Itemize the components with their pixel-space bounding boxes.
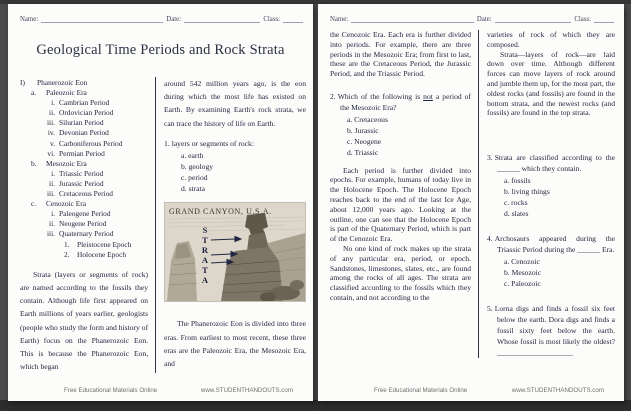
question-2-text: Which of the following is: [337, 91, 424, 101]
page2-left-column: [330, 30, 478, 358]
answer-option: a. Cretaceous: [347, 114, 388, 124]
page2-footer: [318, 387, 624, 394]
outline-item-marker: a.: [31, 88, 37, 98]
outline-item-label: Carboniferous Period: [59, 138, 123, 148]
outline-item: [20, 118, 148, 128]
outline-item: [20, 169, 148, 179]
answer-option: d. strata: [181, 183, 206, 193]
outline-item: [20, 78, 148, 88]
class-label: Class:: [574, 16, 591, 23]
outline-item: [20, 179, 148, 189]
question-5-number: 5.: [487, 303, 493, 313]
outline-item: [20, 229, 148, 239]
illustration-caption: GRAND CANYON, U.S.A.: [169, 207, 272, 217]
outline-item-marker: c.: [31, 199, 37, 209]
question-5: [487, 303, 615, 358]
name-blank-line: [351, 15, 474, 23]
outline-item-label: Holocene Epoch: [77, 249, 127, 259]
outline-item-label: Ordovician Period: [59, 108, 114, 118]
footer-tagline: Free Educational Materials Online: [64, 387, 158, 394]
outline-item-label: Cambrian Period: [59, 98, 110, 108]
answer-option: b. geology: [181, 161, 214, 171]
strata-label-letter: T: [202, 265, 208, 276]
outline-item: [20, 139, 148, 149]
name-label: Name:: [330, 16, 349, 23]
passage-continuation-paragraph: varieties of rock of which they are composed.: [487, 30, 615, 49]
outline-item-label: Quaternary Period: [59, 229, 114, 239]
outline-item: [20, 159, 148, 169]
name-date-class-header: [20, 15, 303, 23]
question-1-text: layers or segments of rock:: [171, 138, 254, 148]
question-3: [487, 152, 615, 174]
question-5-text: Lorna digs and finds a fossil six feet below the earth. Dora digs and finds a fossil sixty feet below the earth. Whose fossil is most likely the oldest? ____________________: [494, 303, 615, 357]
outline-item-marker: i.: [51, 98, 55, 108]
outline-item: [20, 88, 148, 98]
outline-item-label: Phanerozoic Eon: [37, 78, 88, 87]
strata-label-letter: A: [201, 275, 209, 286]
class-label: Class:: [263, 16, 280, 23]
outline-item-label: Devonian Period: [59, 128, 109, 138]
answer-option: a. earth: [181, 150, 204, 160]
outline-item-marker: v.: [49, 138, 55, 148]
outline-item-marker: b.: [31, 158, 37, 168]
page1-right-column: [156, 77, 306, 373]
outline-item-marker: vi.: [47, 148, 55, 158]
answer-option: b. Jurassic: [347, 125, 379, 135]
grand-canyon-illustration: [164, 202, 306, 307]
footer-tagline: Free Educational Materials Online: [374, 387, 468, 394]
outline-item-marker: I): [20, 78, 25, 87]
strata-label-letter: R: [201, 245, 209, 256]
page1-footer: [8, 387, 313, 394]
name-date-class-header: [330, 15, 614, 23]
answer-option: d. Triassic: [347, 147, 379, 157]
date-label: Date:: [476, 16, 492, 23]
outline-item-label: Jurassic Period: [59, 178, 104, 188]
question-2: [330, 91, 471, 113]
answer-option: c. Neogene: [347, 136, 382, 146]
outline-item-label: Triassic Period: [59, 168, 104, 178]
question-4-options: [487, 257, 615, 290]
strata-label-letter: S: [202, 225, 208, 236]
outline-item-label: Cenozoic Era: [46, 199, 87, 209]
outline-item: [20, 240, 148, 250]
footer-website: www.STUDENTHANDOUTS.com: [511, 387, 604, 394]
page2-columns: [318, 30, 624, 358]
passage-continuation-paragraph: around 542 million years ago, is the eon during which the most life has existed on Earth. By examining Earth's rock strata, we can trace the history of life on Earth.: [164, 79, 306, 128]
question-1-number: 1.: [164, 138, 170, 148]
outline-item-marker: 1.: [64, 239, 70, 249]
worksheet-title: Geological Time Periods and Rock Strata: [36, 42, 285, 58]
name-blank-line: [41, 15, 163, 23]
outline-item-label: Mesozoic Era: [46, 158, 87, 168]
outline-item: [20, 189, 148, 199]
outline-item-marker: ii.: [49, 178, 55, 188]
outline-item: [20, 149, 148, 159]
outline-item-label: Permian Period: [59, 148, 105, 158]
name-label: Name:: [20, 16, 39, 23]
periods-paragraph: the Cenozoic Era. Each era is further divided into periods. For example, there are three periods in the Mesozoic Era; from first to last, these are the Cretaceous Period, the Jurassic Period, and the Triassic Period.: [330, 30, 471, 79]
answer-option: d. slates: [504, 208, 529, 218]
outline-item: [20, 209, 148, 219]
outline-item-marker: ii.: [49, 219, 55, 229]
question-4-text: Archosaurs appeared during the Triassic Period during the ______ Era.: [494, 233, 615, 254]
outline-item-marker: iv.: [47, 128, 55, 138]
geologic-time-outline: [20, 78, 148, 260]
outline-item-marker: iii.: [46, 189, 55, 199]
outline-item: [20, 219, 148, 229]
outline-item: [20, 98, 148, 108]
question-2-text-end: a period of the Mesozoic Era?: [340, 91, 471, 112]
page1-columns: [8, 77, 313, 373]
question-3-text: Strata are classified according to the ______ which they contain.: [494, 153, 615, 174]
question-2-underlined-word: not: [423, 91, 433, 101]
epochs-paragraph: Each period is further divided into epochs. For example, humans of today live in the Holocene Epoch. The Holocene Epoch reaches back to the end of the last Ice Age, about 12,000 years ago. Looking at the outline, one can see that the Holocene Epoch is part of the Quaternary Period, which is part of the Cenozoic Era.: [330, 165, 471, 244]
answer-option: a. fossils: [504, 176, 531, 186]
page2-right-column: [479, 30, 615, 358]
date-label: Date:: [166, 16, 182, 23]
outline-item-marker: i.: [51, 168, 55, 178]
answer-option: c. period: [181, 172, 208, 182]
question-4: [487, 233, 615, 255]
grand-canyon-etching: [164, 202, 306, 302]
outline-item-marker: i.: [51, 209, 55, 219]
outline-item: [20, 108, 148, 118]
answer-option: b. living things: [504, 187, 550, 197]
footer-website: www.STUDENTHANDOUTS.com: [200, 387, 293, 394]
outline-item: [20, 128, 148, 138]
rock-kinds-paragraph: No one kind of rock makes up the strata of any particular era, period, or epoch. Sandstones, limestones, slates, etc., are found among the rocks of all ages. The strata are classified according to the fossils which they contain, and not according to the: [330, 243, 471, 302]
answer-option: a. Cenozoic: [504, 256, 540, 266]
outline-item-marker: iii.: [46, 118, 55, 128]
question-3-number: 3.: [487, 153, 493, 163]
answer-option: c. rocks: [504, 197, 528, 207]
eras-paragraph: The Phanerozoic Eon is divided into three eras. From earliest to most recent, these three eras are the Paleozoic Era, the Mesozoic Era, and: [164, 319, 306, 369]
date-blank-line: [495, 15, 572, 23]
outline-item-label: Cretaceous Period: [59, 189, 113, 199]
outline-item-label: Silurian Period: [59, 118, 104, 128]
outline-item: [20, 199, 148, 209]
outline-item-label: Paleozoic Era: [46, 88, 87, 98]
strata-intro-paragraph: Strata (layers or segments of rock) are named according to the fossils they contain. Although life first appeared on Earth millions of years earlier, geologists (people who study the form and history of Earth) focus on the Phanerozoic Eon. This is because the Phanerozoic Eon, which began: [20, 269, 149, 372]
answer-option: c. Paleozoic: [504, 278, 541, 288]
worksheet-page-1: [8, 4, 313, 401]
outline-item-marker: 2.: [64, 249, 70, 259]
worksheet-page-2: [318, 4, 624, 401]
outline-item-label: Neogene Period: [59, 219, 107, 229]
class-blank-line: [283, 15, 303, 23]
outline-item: [20, 250, 148, 260]
question-3-options: [487, 176, 615, 220]
answer-option: b. Mesozoic: [504, 267, 542, 277]
strata-label-letter: T: [202, 235, 208, 246]
outline-item-marker: iii.: [46, 229, 55, 239]
date-blank-line: [184, 15, 260, 23]
strata-layers-paragraph: Strata—layers of rock—are laid down over time. Although different forces can move layers of rock around and jumble them up, for the most part, the oldest rocks (and fossils) are found in the bottom strata, and the newest rocks (and fossils) are found in the top strata.: [487, 49, 615, 118]
question-2-number: 2.: [330, 91, 336, 101]
class-blank-line: [594, 15, 614, 23]
outline-item-label: Paleogene Period: [59, 209, 111, 219]
page1-left-column: [20, 77, 155, 373]
question-1: [164, 138, 306, 149]
question-4-number: 4.: [487, 233, 493, 243]
question-1-options: [164, 151, 306, 195]
strata-label-letter: A: [201, 255, 209, 266]
outline-item-marker: ii.: [49, 108, 55, 118]
question-2-options: [330, 115, 471, 159]
outline-item-label: Pleistocene Epoch: [77, 239, 132, 249]
